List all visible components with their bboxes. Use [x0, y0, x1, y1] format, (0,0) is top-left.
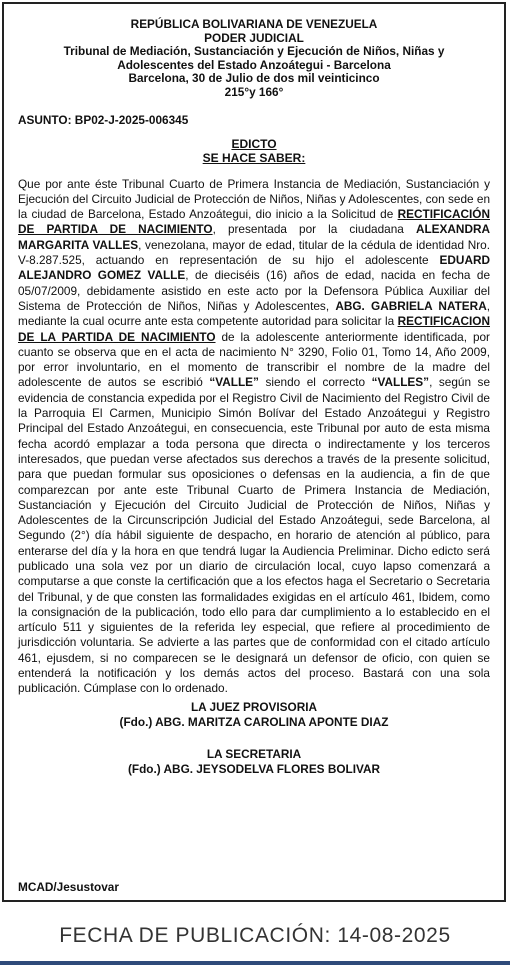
secretary-signature — [18, 747, 490, 778]
body-text: , presentada por la ciudadana — [212, 222, 416, 237]
body-bold-wrong-name: “VALLE” — [209, 375, 259, 390]
judge-signature — [18, 700, 490, 731]
court-header — [18, 18, 490, 100]
edict-titles — [18, 137, 490, 166]
judge-title: LA JUEZ PROVISORIA — [190, 699, 318, 714]
initials-code: MCAD/Jesustovar — [18, 880, 119, 894]
body-text: siendo el correcto — [258, 375, 372, 390]
title-hace-saber: SE HACE SABER: — [202, 151, 306, 166]
header-years: 215°y 166° — [224, 84, 284, 99]
edict-notice — [2, 2, 506, 902]
judge-name: (Fdo.) ABG. MARITZA CAROLINA APONTE DIAZ — [119, 715, 389, 730]
body-text: , según se evidencia de constancia expedida por el Registro Civil de Nacimiento del Registro Civil de la Parroquia El Carmen, Municipio Simón Bolívar del Estado Anzoátegui y Registro Principal del Estado Anzoátegui, en consecuencia, este Tribunal por auto de esta misma fecha acordó emplazar a toda persona que directa o indirectamente y los terceros interesados, que puedan verse afectados sus derechos a través de la presente solicitud, para que puedan formular sus oposiciones o defensas en la audiencia, a fin de que comparezcan por ante este Tribunal Cuarto de Primera Instancia de Mediación, Sustanciación y Ejecución del Circuito Judicial de Protección de Niños, Niñas y Adolescentes de la Circunscripción Judicial del Estado Anzoátegui, sede Barcelona, al Segundo (2°) día hábil siguiente de despacho, en horario de atención al público, para enterarse del día y la hora en que tendrá lugar la Audiencia Preliminar. Dicho edicto será publicado una sola vez por un diario de circulación local, cuyo lapso comenzará a computarse a que conste la certificación que a los efectos haga el Secretario o Secretaria del Tribunal, y de que consten las formalidades exigidas en el artículo 461, Ibidem, como la consignación de la publicación, todo ello para dar cumplimiento a lo establecido en el artículo 511 y siguientes de la referida ley especial, que refiere al procedimiento de jurisdicción voluntaria. Se advierte a las partes que de conformidad con el citado artículo 461, ejusdem, si no comparecen se le designará un defensor de oficio, con quien se entenderá la notificación y los demás actos del proceso. Bastará con una sola publicación. Cúmplase con lo ordenado. — [18, 375, 491, 696]
header-republic: REPÚBLICA BOLIVARIANA DE VENEZUELA — [130, 17, 378, 31]
bottom-rule — [0, 961, 510, 965]
body-text: , venezolana, mayor de edad, titular de la cédula de identidad Nro. V-8.287.525, actuando en representación de su hijo el adolescente — [18, 237, 490, 268]
header-tribunal: Tribunal de Mediación, Sustanciación y Ejecución de Niños, Niñas y — [63, 44, 445, 59]
body-text: , de dieciséis (16) años de edad, nacida en fecha de 05/07/2009, debidamente asistido en este acto por la Defensora Pública Auxiliar del Sistema de Protección de Niños, Niñas y Adolescentes, — [18, 268, 490, 313]
edict-body — [18, 177, 490, 697]
body-bold-adolescent: EDUARD ALEJANDRO GOMEZ VALLE — [18, 253, 490, 283]
body-text: de la adolescente anteriormente identificada, por cuanto se observa que en el acta de nacimiento N° 3290, Folio 01, Tomo 14, Año 2009, por error involuntario, en el momento de transcribir el nombre de la madre del adolescente de autos se escribió — [18, 329, 490, 390]
title-edicto: EDICTO — [231, 136, 277, 151]
body-bold-applicant: ALEXANDRA MARGARITA VALLES — [18, 222, 490, 252]
header-tribunal-location: Adolescentes del Estado Anzoátegui - Barcelona — [117, 57, 391, 72]
body-underlined-rectification: RECTIFICACION DE LA PARTIDA DE NACIMIENTO — [18, 314, 490, 344]
header-date: Barcelona, 30 de Julio de dos mil veinticinco — [128, 71, 380, 86]
body-underlined-request: RECTIFICACIÓN DE PARTIDA DE NACIMIENTO — [18, 207, 490, 237]
body-bold-defender: ABG. GABRIELA NATERA — [335, 298, 487, 313]
secretary-title: LA SECRETARIA — [206, 746, 302, 761]
secretary-name: (Fdo.) ABG. JEYSODELVA FLORES BOLIVAR — [127, 762, 381, 777]
case-number: ASUNTO: BP02-J-2025-006345 — [18, 112, 189, 127]
body-text: Que por ante éste Tribunal Cuarto de Primera Instancia de Mediación, Sustanciación y Ejecución del Circuito Judicial de Protección de Niños, Niñas y Adolescentes, con sede en la ciudad de Barcelona, Estado Anzoátegui, dio inicio a la Solicitud de — [18, 176, 490, 222]
body-text: , mediante la cual ocurre ante esta competente autoridad para solicitar la — [18, 298, 490, 329]
publication-date: FECHA DE PUBLICACIÓN: 14-08-2025 — [59, 924, 451, 947]
body-bold-correct-name: “VALLES” — [371, 375, 430, 390]
header-judicial-power: PODER JUDICIAL — [204, 30, 304, 45]
